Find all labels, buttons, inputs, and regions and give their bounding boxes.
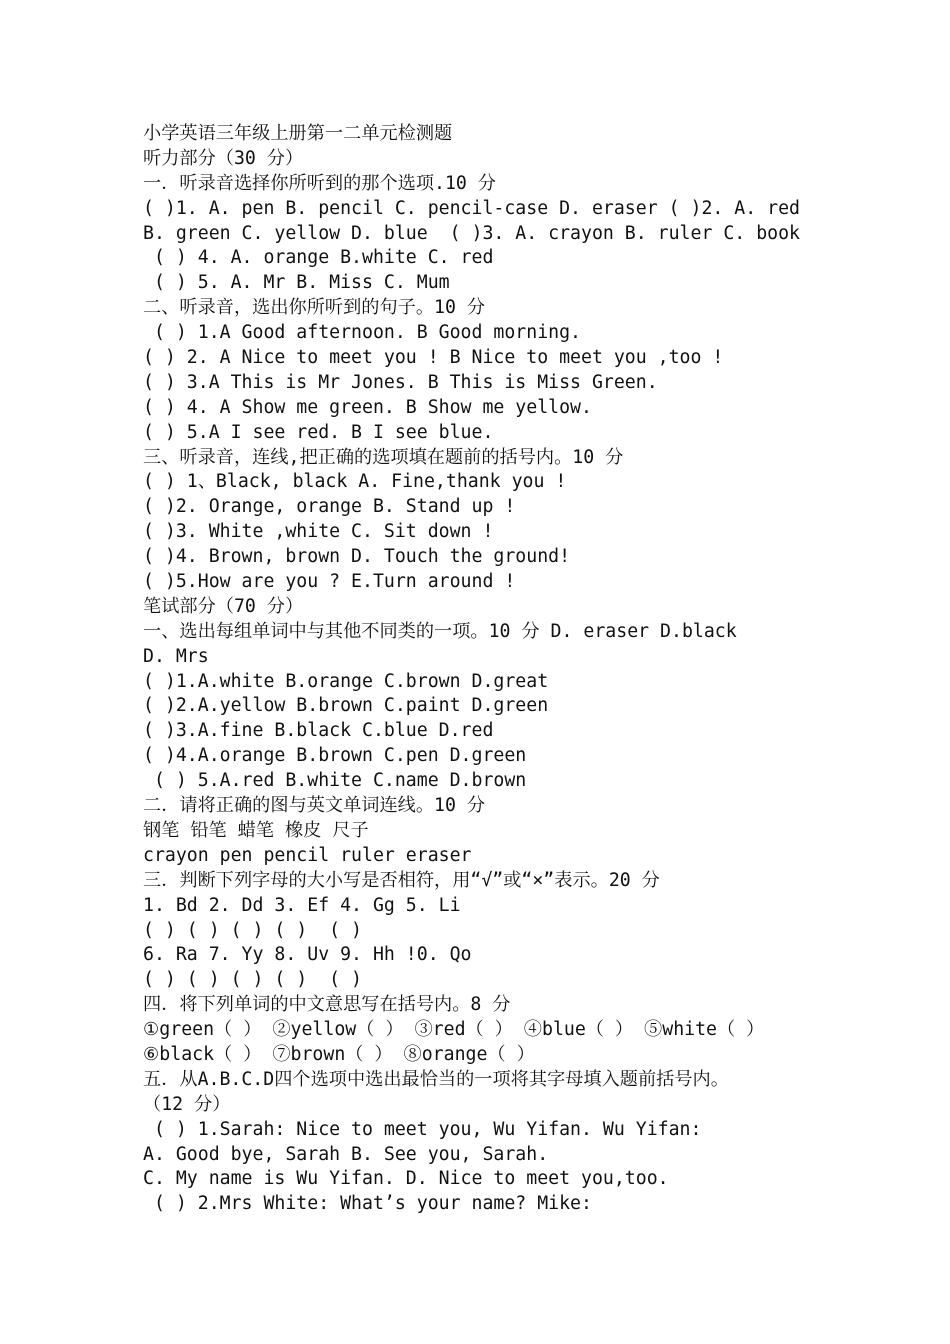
question-line: ( ) ( ) ( ) ( ) ( ) [143, 919, 362, 941]
question-line: 1. Bd 2. Dd 3. Ef 4. Gg 5. Li [143, 894, 461, 916]
question-line: ( )4.A.orange B.brown C.pen D.green [143, 745, 527, 767]
question-line: ( ) 1.Sarah: Nice to meet you, Wu Yifan. Wu Yifan: [143, 1118, 702, 1140]
question-line: A. Good bye, Sarah B. See you, Sarah. [143, 1143, 549, 1165]
question-line: ( ) 2. A Nice to meet you ! B Nice to meet you ,too ! [143, 347, 724, 369]
question-heading: 一、选出每组单词中与其他不同类的一项。10 分 D. eraser D.black [143, 620, 737, 642]
question-line: ( ) 4. A. orange B.white C. red [143, 247, 494, 269]
question-line: ( )1. A. pen B. pencil C. pencil-case D. eraser ( )2. A. red [143, 197, 800, 219]
question-line: ( ) 2.Mrs White: What’s your name? Mike: [143, 1193, 592, 1215]
question-line: 钢笔 铅笔 蜡笔 橡皮 尺子 [143, 819, 369, 841]
question-line: ( )4. Brown, brown D. Touch the ground! [143, 546, 571, 568]
question-line: ( ) 1、Black, black A. Fine,thank you ! [143, 471, 567, 493]
question-line: ( )2. Orange, orange B. Stand up ! [143, 496, 516, 518]
question-line: B. green C. yellow D. blue ( )3. A. crayon B. ruler C. book [143, 222, 800, 244]
document-title: 小学英语三年级上册第一二单元检测题 [143, 123, 453, 144]
section-heading: 听力部分（30 分） [143, 147, 304, 169]
question-line: C. My name is Wu Yifan. D. Nice to meet you,too. [143, 1168, 669, 1190]
question-line: ( ) ( ) ( ) ( ) ( ) [143, 969, 362, 991]
question-line: ( ) 5.A.red B.white C.name D.brown [143, 770, 527, 792]
question-line: crayon pen pencil ruler eraser [143, 844, 472, 866]
question-heading: 四．将下列单词的中文意思写在括号内。8 分 [143, 994, 511, 1016]
question-line: ( )3. White ,white C. Sit down ! [143, 521, 494, 543]
question-line: ( )5.How are you ? E.Turn around ! [143, 571, 516, 593]
question-line: ( )2.A.yellow B.brown C.paint D.green [143, 695, 549, 717]
question-line: ( )3.A.fine B.black C.blue D.red [143, 720, 494, 742]
question-line: ( ) 5.A I see red. B I see blue. [143, 421, 494, 443]
section-heading: 笔试部分（70 分） [143, 595, 304, 617]
question-heading: 一．听录音选择你所听到的那个选项.10 分 [143, 172, 496, 194]
question-heading: 五．从A.B.C.D四个选项中选出最恰当的一项将其字母填入题前括号内。 [143, 1068, 729, 1090]
question-heading: 三．判断下列字母的大小写是否相符，用“√”或“×”表示。20 分 [143, 869, 660, 891]
question-heading: 二、听录音，选出你所听到的句子。10 分 [143, 297, 486, 319]
question-line: D. Mrs [143, 645, 209, 667]
question-line: 6. Ra 7. Yy 8. Uv 9. Hh !0. Qo [143, 944, 472, 966]
question-heading: 三、听录音，连线,把正确的选项填在题前的括号内。10 分 [143, 446, 624, 468]
question-line: ①green（ ） ②yellow（ ） ③red（ ） ④blue（ ） ⑤white（ ） [143, 1019, 765, 1041]
question-line: ( ) 5. A. Mr B. Miss C. Mum [143, 272, 450, 294]
question-line: （12 分） [143, 1093, 231, 1115]
question-line: ⑥black（ ） ⑦brown（ ） ⑧orange（ ） [143, 1043, 535, 1065]
question-line: ( )1.A.white B.orange C.brown D.great [143, 670, 549, 692]
question-line: ( ) 1.A Good afternoon. B Good morning. [143, 322, 581, 344]
question-line: ( ) 3.A This is Mr Jones. B This is Miss Green. [143, 371, 658, 393]
question-heading: 二．请将正确的图与英文单词连线。10 分 [143, 795, 486, 817]
question-line: ( ) 4. A Show me green. B Show me yellow. [143, 396, 592, 418]
document-body [143, 122, 843, 1217]
